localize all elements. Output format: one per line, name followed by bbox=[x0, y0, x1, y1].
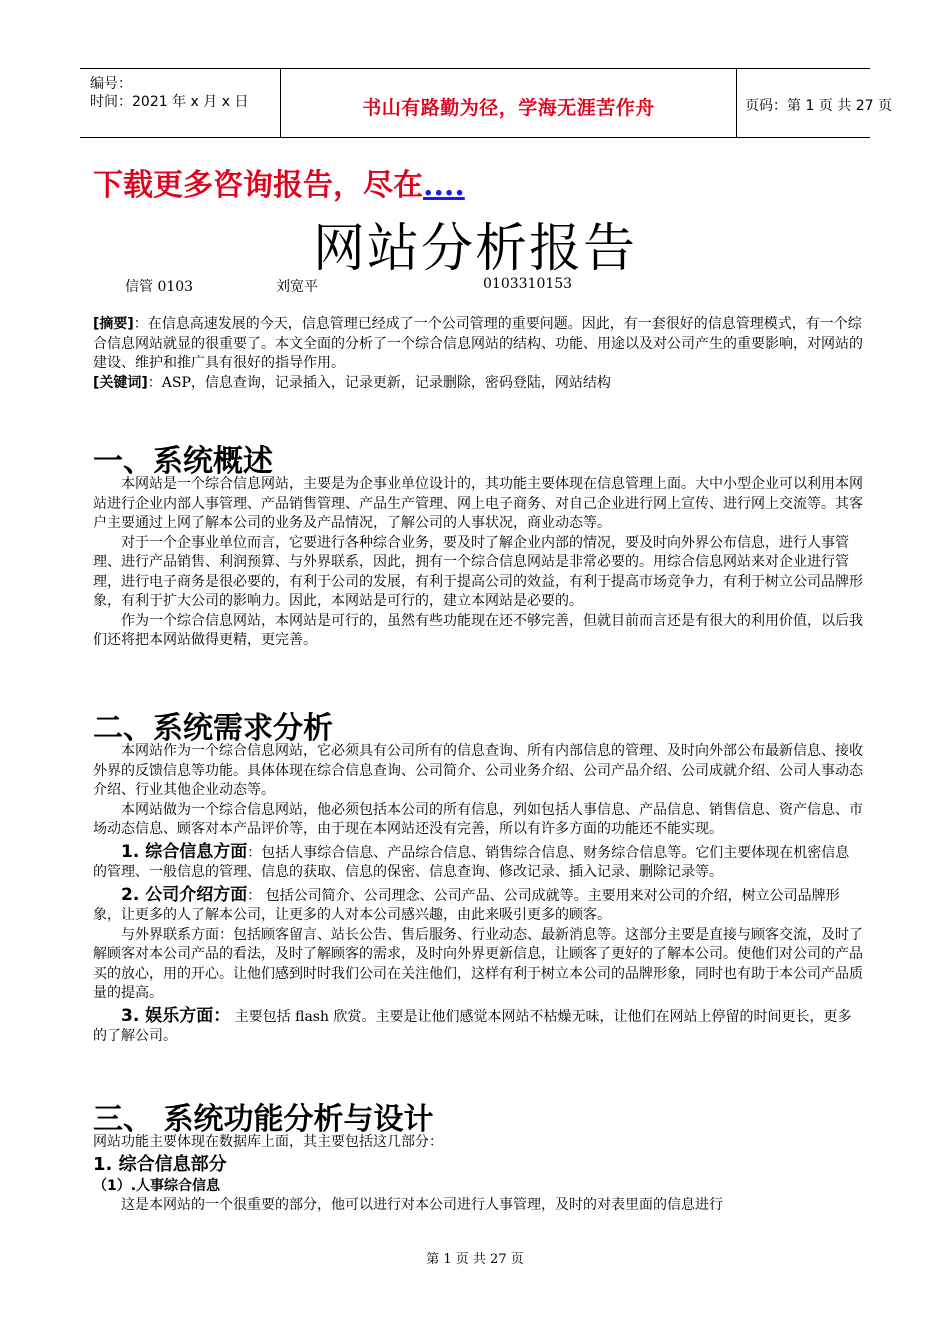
section3-sub-1: 1. 综合信息部分 bbox=[93, 1153, 227, 1175]
section2-heading: 二、系统需求分析 bbox=[93, 711, 333, 746]
header-page-cell bbox=[737, 69, 892, 137]
header-left-cell bbox=[80, 69, 281, 137]
section2-item-3-text: 主要包括 flash 欣赏。主要是让他们感觉本网站不枯燥无味，让他们在网站上停留的时间更长，更多的了解公司。 bbox=[93, 1008, 852, 1044]
abstract-label: [摘要] bbox=[93, 316, 134, 332]
page-header bbox=[80, 68, 892, 138]
abstract-paragraph bbox=[93, 315, 863, 374]
section1-paragraph-2: 对于一个企事业单位而言，它要进行各种综合业务，要及时了解企业内部的情况，要及时向外界公布信息，进行人事管理、进行产品销售、利润预算、与外界联系，因此，拥有一个综合信息网站是非常必要的。用综合信息网站来对企业进行管理，进行电子商务是很必要的，有利于公司的发展，有利于提高公司的效益，有利于提高市场竞争力，有利于树立公司品牌形象，有利于扩大公司的影响力。因此，本网站是可行的，建立本网站是必要的。 bbox=[93, 534, 863, 609]
section2-paragraph-1: 本网站作为一个综合信息网站，它必须具有公司所有的信息查询、所有内部信息的管理、及时向外部公布最新信息、接收外界的反馈信息等功能。具体体现在综合信息查询、公司简介、公司业务介绍、公司产品介绍、公司成就介绍、公司人事动态介绍、行业其他企业动态等。 bbox=[93, 743, 863, 798]
header-page-info: 页码：第 1 页 共 27 页 bbox=[745, 98, 892, 114]
student-id: 0103310153 bbox=[483, 276, 573, 292]
section2-paragraph-3: 与外界联系方面：包括顾客留言、站长公告、售后服务、行业动态、最新消息等。这部分主要是直接与顾客交流，及时了解顾客对本公司产品的看法，及时了解顾客的需求，及时向外界更新信息，让顾客了更好的了解本公司。使他们对公司的产品买的放心，用的开心。让他们感到时时我们公司在关注他们，这样有利于树立本公司的品牌形象，同时也有助于本公司产品质量的提高。 bbox=[93, 926, 863, 1001]
keywords-text: ：ASP，信息查询，记录插入，记录更新，记录删除，密码登陆，网站结构 bbox=[147, 374, 611, 391]
section1-paragraph-1: 本网站是一个综合信息网站，主要是为企事业单位设计的，其功能主要体现在信息管理上面。大中小型企业可以利用本网站进行企业内部人事管理、产品销售管理、产品生产管理、网上电子商务、对自己企业进行网上宣传、进行网上交流等。其客户主要通过上网了解本公司的业务及产品情况，了解公司的人事状况，商业动态等。 bbox=[93, 476, 863, 531]
section2-item-1-title: 1. 综合信息方面 bbox=[121, 841, 248, 862]
section2-paragraph-2: 本网站做为一个综合信息网站，他必须包括本公司的所有信息，列如包括人事信息、产品信息、销售信息、资产信息、市场动态信息、顾客对本产品评价等，由于现在本网站还没有完善，所以有许多方面的功能还不能实现。 bbox=[93, 801, 863, 837]
promo-link[interactable]: .... bbox=[423, 168, 465, 203]
author-class: 信管 0103 bbox=[125, 279, 194, 295]
keywords-paragraph bbox=[93, 374, 863, 394]
section1-heading: 一、系统概述 bbox=[93, 444, 273, 479]
section2-body bbox=[93, 742, 863, 1047]
section1-body bbox=[93, 475, 863, 651]
document-title: 网站分析报告 bbox=[312, 219, 637, 279]
section2-item-3-title: 3. 娱乐方面： bbox=[121, 1005, 231, 1026]
page-footer: 第 1 页 共 27 页 bbox=[426, 1252, 524, 1267]
section3-heading: 三、 系统功能分析与设计 bbox=[93, 1102, 434, 1137]
abstract-text: ：在信息高速发展的今天，信息管理已经成了一个公司管理的重要问题。因此，有一套很好的信息管理模式，有一个综合信息网站就显的很重要了。本文全面的分析了一个综合信息网站的结构、功能、用途以及对公司产生的重要影响，对网站的建设、维护和推广具有很好的指导作用。 bbox=[93, 316, 863, 371]
section2-item-2-text: ： 包括公司简介、公司理念、公司产品、公司成就等。主要用来对公司的介绍，树立公司品牌形象，让更多的人了解本公司，让更多的人对本公司感兴趣，由此来吸引更多的顾客。 bbox=[93, 887, 840, 923]
section3-paragraph-1: 这是本网站的一个很重要的部分，他可以进行对本公司进行人事管理，及时的对表里面的信息进行 bbox=[121, 1197, 723, 1213]
header-motto-cell bbox=[281, 69, 737, 137]
promo-text: 下载更多咨询报告，尽在 bbox=[93, 168, 423, 203]
section2-item-2-title: 2. 公司介绍方面 bbox=[121, 884, 248, 905]
section2-item-1-text: ：包括人事综合信息、产品综合信息、销售综合信息、财务综合信息等。它们主要体现在机密信息的管理、一般信息的管理、信息的获取、信息的保密、信息查询、修改记录、插入记录、删除记录等。 bbox=[93, 844, 850, 880]
section2-item-1 bbox=[93, 843, 863, 883]
keywords-label: [关键词] bbox=[93, 374, 148, 391]
section1-paragraph-3: 作为一个综合信息网站，本网站是可行的，虽然有些功能现在还不够完善，但就目前而言还是有很大的利用价值，以后我们还将把本网站做得更精，更完善。 bbox=[93, 612, 863, 648]
section2-item-3 bbox=[93, 1007, 863, 1047]
promo-banner bbox=[93, 160, 465, 204]
section3-intro: 网站功能主要体现在数据库上面，其主要包括这几部分： bbox=[93, 1134, 443, 1150]
header-motto: 书山有路勤为径，学海无涯苦作舟 bbox=[362, 97, 655, 119]
section2-item-2 bbox=[93, 886, 863, 926]
section3-body bbox=[93, 1133, 863, 1216]
document-number-label: 编号： bbox=[90, 76, 132, 92]
author-name: 刘宽平 bbox=[276, 279, 318, 295]
section3-sub-1-1: （1）.人事综合信息 bbox=[93, 1177, 221, 1194]
abstract-block bbox=[93, 315, 863, 393]
document-time-label: 时间：2021 年 x 月 x 日 bbox=[90, 94, 249, 110]
